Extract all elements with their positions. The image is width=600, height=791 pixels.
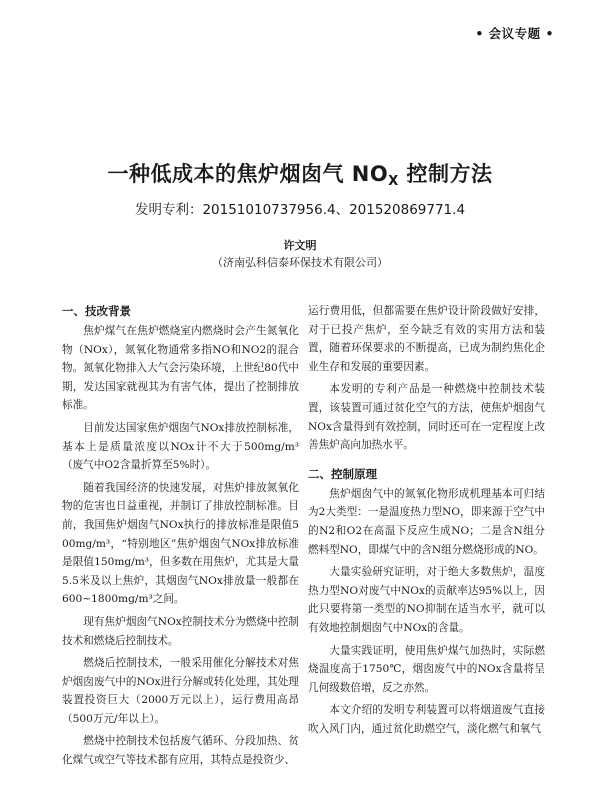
paragraph: 目前发达国家焦炉烟囱气NOx排放控制标准，基本上是质量浓度以NOx计不大于500mg/m³（废气中O2含量折算至5%时）。 xyxy=(62,421,299,472)
author-name: 许文明 xyxy=(283,239,317,252)
author-affiliation: （济南弘科信泰环保技术有限公司） xyxy=(212,256,388,269)
title-subscript: X xyxy=(388,174,399,189)
title-main: 一种低成本的焦炉烟囱气 NO xyxy=(107,162,389,186)
section-heading-background: 一、技改背景 xyxy=(62,304,131,318)
title-end: 控制方法 xyxy=(398,162,493,186)
paragraph: 本发明的专利产品是一种燃烧中控制技术装置，该装置可通过贫化空气的方法，使焦炉烟囱气NOx含量得到有效控制，同时还可在一定程度上改善焦炉高向加热水平。 xyxy=(308,383,545,452)
paragraph: 大量实践证明，使用焦炉煤气加热时，实际燃烧温度高于1750℃，烟囱废气中的NOx含量将呈几何级数倍增，反之亦然。 xyxy=(308,644,545,694)
paragraph: 运行费用低，但都需要在焦炉设计阶段做好安排，对于已投产焦炉，至今缺乏有效的实用方法和装置，随着环保要求的不断提高，已成为制约焦化企业生存和发展的重要因素。 xyxy=(308,305,545,373)
paragraph: 燃烧中控制技术包括废气循环、分段加热、贫化煤气或空气等技术都有应用，其特点是投资少、 xyxy=(62,735,299,767)
paragraph: 本文介绍的发明专利装置可以将烟道废气直接吹入风门内，通过贫化助燃空气，淡化燃气和氧气 xyxy=(308,704,545,735)
paragraph: 现有焦炉烟囱气NOx控制技术分为燃烧中控制技术和燃烧后控制技术。 xyxy=(62,615,299,647)
article-title xyxy=(0,158,600,188)
right-column xyxy=(308,302,545,742)
paragraph: 焦炉煤气在焦炉燃烧室内燃烧时会产生氮氧化物（NOx），氮氧化物通常多指NO和NO2的混合物。氮氧化物排入大气会污染环境，上世纪80代中期，发达国家就视其为有害气体，提出了控制排放标准。 xyxy=(62,325,299,412)
paragraph: 焦炉烟囱气中的氮氧化物形成机理基本可归结为2大类型：一是温度热力型NO，即来源于空气中的N2和O2在高温下反应生成NO；二是含N组分燃料型NO，即煤气中的含N组分燃烧形成的NO。 xyxy=(308,487,545,556)
paragraph: 燃烧后控制技术，一般采用催化分解技术对焦炉烟囱废气中的NOx进行分解或转化处理，其处理装置投资巨大（2000万元以上），运行费用高昂（500万元/年以上）。 xyxy=(62,657,299,725)
patent-numbers: 发明专利：20151010737956.4、201520869771.4 xyxy=(134,202,466,218)
section-heading-principle: 二、控制原理 xyxy=(308,466,377,481)
journal-section-label: • 会议专题 • xyxy=(475,26,554,41)
paragraph: 随着我国经济的快速发展，对焦炉排放氮氧化物的危害也日益重视，并制订了排放控制标准。目前，我国焦炉烟囱气NOx执行的排放标准是限值500mg/m³，“特别地区”焦炉烟囱气NOx排放标准是限值150mg/m³，但多数在用焦炉，尤其是大量5.5米及以上焦炉，其烟囱气NOx排放量一般都在600~1800mg/m³之间。 xyxy=(62,481,299,606)
paragraph: 大量实验研究证明，对于绝大多数焦炉，温度热力型NO对废气中NOx的贡献率达95%以上，因此只要将第一类型的NO抑制在适当水平，就可以有效地控制烟囱气中NOx的含量。 xyxy=(308,566,545,634)
left-column xyxy=(62,302,299,774)
